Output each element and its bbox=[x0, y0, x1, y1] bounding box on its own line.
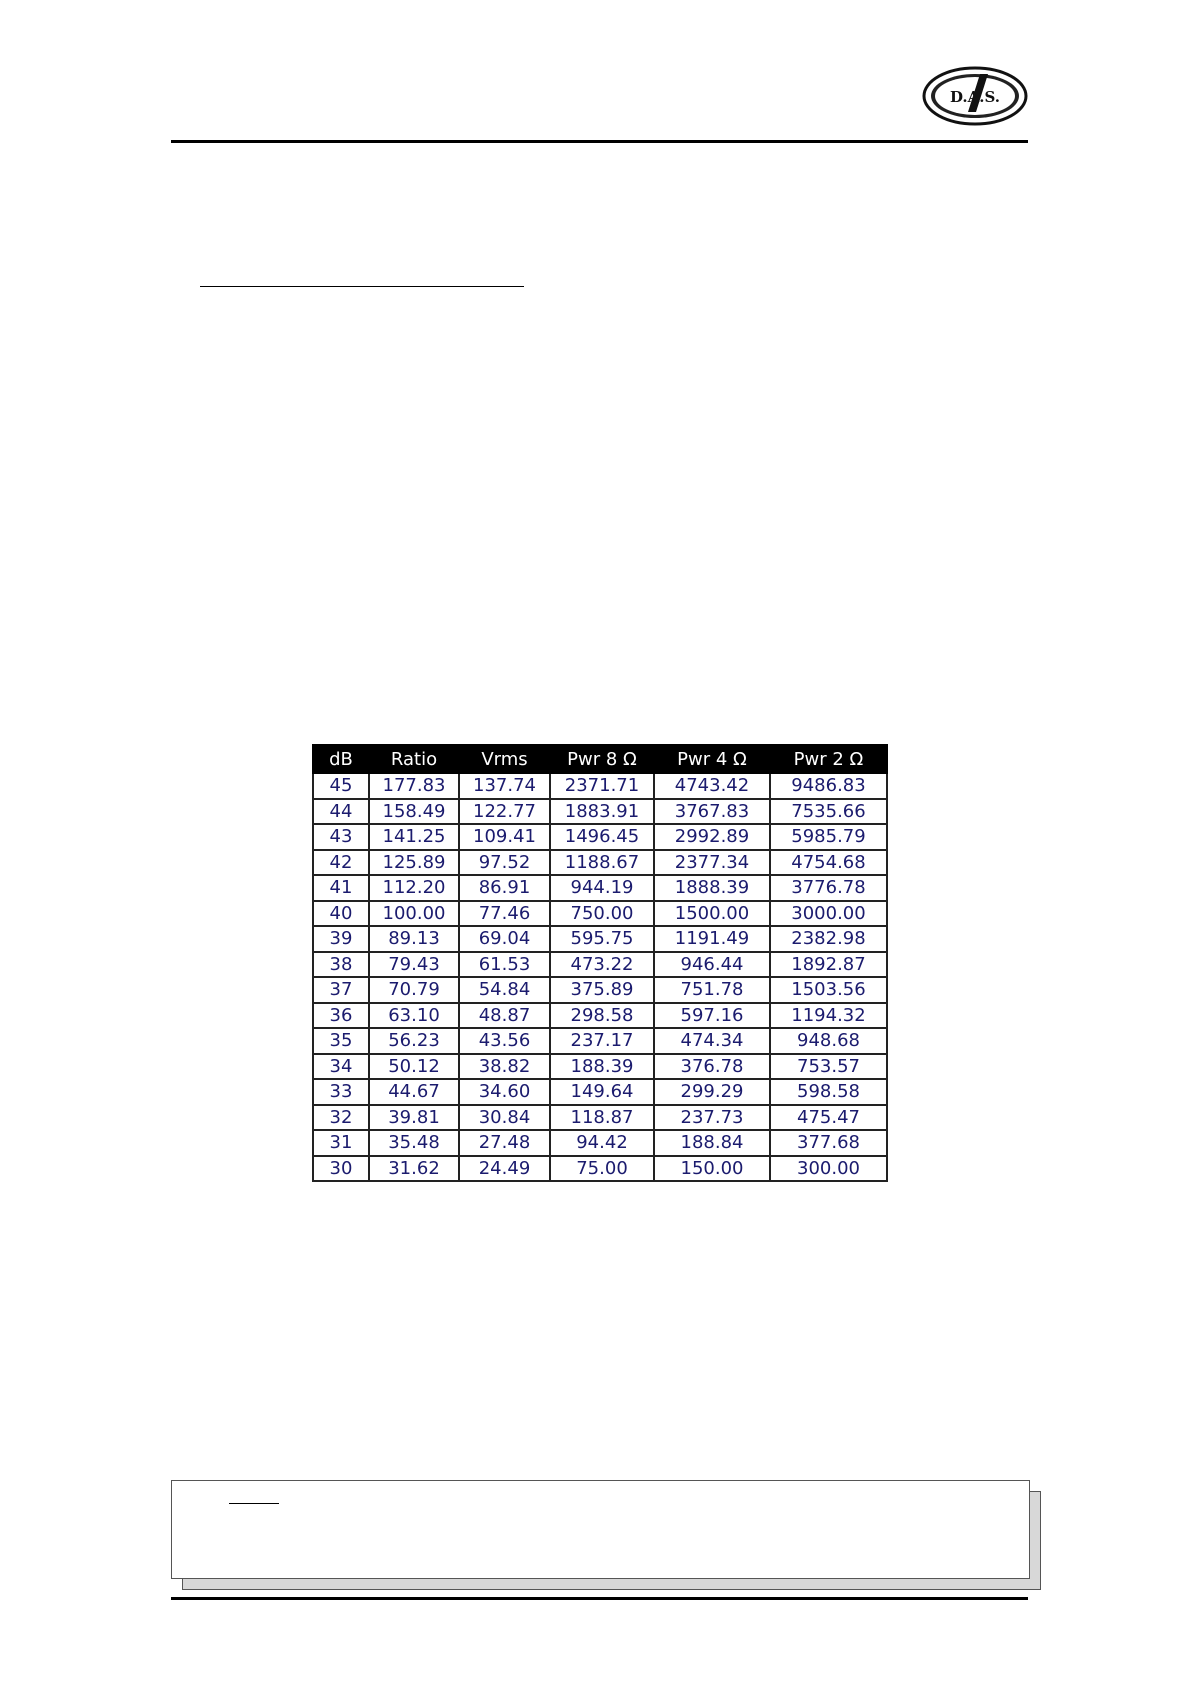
table-row bbox=[313, 901, 887, 927]
cell-vrms: 69.04 bbox=[459, 926, 550, 952]
table-row bbox=[313, 850, 887, 876]
cell-pwr-8: 188.39 bbox=[550, 1054, 654, 1080]
table-row bbox=[313, 952, 887, 978]
cell-vrms: 43.56 bbox=[459, 1028, 550, 1054]
cell-vrms: 24.49 bbox=[459, 1156, 550, 1182]
section-heading-underline bbox=[200, 286, 524, 287]
cell-ratio: 56.23 bbox=[369, 1028, 459, 1054]
column-header-vrms: Vrms bbox=[459, 745, 550, 773]
cell-pwr-2: 753.57 bbox=[770, 1054, 887, 1080]
cell-db: 35 bbox=[313, 1028, 369, 1054]
cell-db: 45 bbox=[313, 773, 369, 799]
cell-ratio: 112.20 bbox=[369, 875, 459, 901]
table-row bbox=[313, 1003, 887, 1029]
cell-ratio: 125.89 bbox=[369, 850, 459, 876]
cell-pwr-8: 237.17 bbox=[550, 1028, 654, 1054]
column-header-db: dB bbox=[313, 745, 369, 773]
header-rule bbox=[171, 140, 1028, 143]
cell-vrms: 61.53 bbox=[459, 952, 550, 978]
cell-pwr-4: 474.34 bbox=[654, 1028, 770, 1054]
cell-pwr-8: 149.64 bbox=[550, 1079, 654, 1105]
cell-pwr-8: 94.42 bbox=[550, 1130, 654, 1156]
cell-pwr-4: 2377.34 bbox=[654, 850, 770, 876]
cell-pwr-4: 751.78 bbox=[654, 977, 770, 1003]
table-row bbox=[313, 1028, 887, 1054]
cell-pwr-4: 4743.42 bbox=[654, 773, 770, 799]
das-logo bbox=[922, 66, 1028, 126]
cell-db: 30 bbox=[313, 1156, 369, 1182]
cell-pwr-8: 595.75 bbox=[550, 926, 654, 952]
cell-ratio: 35.48 bbox=[369, 1130, 459, 1156]
note-label-underline bbox=[229, 1503, 279, 1504]
cell-pwr-4: 1888.39 bbox=[654, 875, 770, 901]
cell-vrms: 48.87 bbox=[459, 1003, 550, 1029]
cell-pwr-4: 188.84 bbox=[654, 1130, 770, 1156]
cell-ratio: 79.43 bbox=[369, 952, 459, 978]
cell-db: 44 bbox=[313, 799, 369, 825]
cell-vrms: 34.60 bbox=[459, 1079, 550, 1105]
footer-rule bbox=[171, 1597, 1028, 1600]
table-header-row bbox=[313, 745, 887, 773]
cell-ratio: 63.10 bbox=[369, 1003, 459, 1029]
cell-db: 33 bbox=[313, 1079, 369, 1105]
cell-db: 34 bbox=[313, 1054, 369, 1080]
table-row bbox=[313, 824, 887, 850]
cell-pwr-2: 300.00 bbox=[770, 1156, 887, 1182]
cell-vrms: 137.74 bbox=[459, 773, 550, 799]
cell-pwr-2: 598.58 bbox=[770, 1079, 887, 1105]
cell-db: 43 bbox=[313, 824, 369, 850]
cell-pwr-8: 2371.71 bbox=[550, 773, 654, 799]
cell-vrms: 38.82 bbox=[459, 1054, 550, 1080]
cell-vrms: 27.48 bbox=[459, 1130, 550, 1156]
cell-pwr-2: 948.68 bbox=[770, 1028, 887, 1054]
cell-vrms: 109.41 bbox=[459, 824, 550, 850]
column-header-pwr-4-ohm: Pwr 4 Ω bbox=[654, 745, 770, 773]
cell-pwr-2: 9486.83 bbox=[770, 773, 887, 799]
cell-pwr-4: 299.29 bbox=[654, 1079, 770, 1105]
cell-pwr-8: 750.00 bbox=[550, 901, 654, 927]
cell-ratio: 89.13 bbox=[369, 926, 459, 952]
cell-pwr-2: 5985.79 bbox=[770, 824, 887, 850]
column-header-ratio: Ratio bbox=[369, 745, 459, 773]
cell-pwr-2: 2382.98 bbox=[770, 926, 887, 952]
cell-pwr-4: 376.78 bbox=[654, 1054, 770, 1080]
cell-pwr-2: 3776.78 bbox=[770, 875, 887, 901]
cell-vrms: 54.84 bbox=[459, 977, 550, 1003]
cell-pwr-2: 1194.32 bbox=[770, 1003, 887, 1029]
cell-pwr-4: 1500.00 bbox=[654, 901, 770, 927]
cell-vrms: 77.46 bbox=[459, 901, 550, 927]
cell-pwr-2: 1892.87 bbox=[770, 952, 887, 978]
cell-pwr-2: 475.47 bbox=[770, 1105, 887, 1131]
cell-ratio: 39.81 bbox=[369, 1105, 459, 1131]
cell-db: 37 bbox=[313, 977, 369, 1003]
cell-vrms: 97.52 bbox=[459, 850, 550, 876]
cell-ratio: 70.79 bbox=[369, 977, 459, 1003]
cell-pwr-4: 597.16 bbox=[654, 1003, 770, 1029]
das-logo-icon bbox=[922, 66, 1028, 126]
cell-ratio: 177.83 bbox=[369, 773, 459, 799]
logo-text: D.A.S. bbox=[949, 88, 1001, 106]
table-row bbox=[313, 875, 887, 901]
cell-pwr-8: 375.89 bbox=[550, 977, 654, 1003]
cell-db: 38 bbox=[313, 952, 369, 978]
table-row bbox=[313, 1105, 887, 1131]
column-header-pwr-8-ohm: Pwr 8 Ω bbox=[550, 745, 654, 773]
cell-pwr-8: 298.58 bbox=[550, 1003, 654, 1029]
cell-pwr-4: 2992.89 bbox=[654, 824, 770, 850]
db-power-table bbox=[312, 744, 888, 1182]
table-row bbox=[313, 1130, 887, 1156]
cell-pwr-2: 4754.68 bbox=[770, 850, 887, 876]
table-row bbox=[313, 773, 887, 799]
cell-ratio: 50.12 bbox=[369, 1054, 459, 1080]
cell-pwr-2: 3000.00 bbox=[770, 901, 887, 927]
cell-pwr-8: 944.19 bbox=[550, 875, 654, 901]
cell-pwr-4: 237.73 bbox=[654, 1105, 770, 1131]
column-header-pwr-2-ohm: Pwr 2 Ω bbox=[770, 745, 887, 773]
cell-pwr-8: 118.87 bbox=[550, 1105, 654, 1131]
cell-ratio: 44.67 bbox=[369, 1079, 459, 1105]
cell-vrms: 86.91 bbox=[459, 875, 550, 901]
table-row bbox=[313, 799, 887, 825]
cell-pwr-8: 473.22 bbox=[550, 952, 654, 978]
cell-pwr-4: 3767.83 bbox=[654, 799, 770, 825]
cell-pwr-8: 1496.45 bbox=[550, 824, 654, 850]
cell-db: 32 bbox=[313, 1105, 369, 1131]
cell-pwr-4: 946.44 bbox=[654, 952, 770, 978]
table-row bbox=[313, 1054, 887, 1080]
cell-pwr-4: 150.00 bbox=[654, 1156, 770, 1182]
cell-db: 36 bbox=[313, 1003, 369, 1029]
cell-pwr-8: 75.00 bbox=[550, 1156, 654, 1182]
cell-vrms: 30.84 bbox=[459, 1105, 550, 1131]
cell-ratio: 141.25 bbox=[369, 824, 459, 850]
cell-db: 41 bbox=[313, 875, 369, 901]
cell-ratio: 31.62 bbox=[369, 1156, 459, 1182]
cell-db: 39 bbox=[313, 926, 369, 952]
cell-pwr-2: 377.68 bbox=[770, 1130, 887, 1156]
table-row bbox=[313, 926, 887, 952]
cell-pwr-2: 7535.66 bbox=[770, 799, 887, 825]
cell-pwr-2: 1503.56 bbox=[770, 977, 887, 1003]
table-row bbox=[313, 1156, 887, 1182]
cell-vrms: 122.77 bbox=[459, 799, 550, 825]
cell-db: 31 bbox=[313, 1130, 369, 1156]
cell-pwr-8: 1188.67 bbox=[550, 850, 654, 876]
cell-ratio: 100.00 bbox=[369, 901, 459, 927]
cell-ratio: 158.49 bbox=[369, 799, 459, 825]
cell-db: 40 bbox=[313, 901, 369, 927]
note-box bbox=[171, 1480, 1030, 1579]
table-row bbox=[313, 977, 887, 1003]
cell-pwr-8: 1883.91 bbox=[550, 799, 654, 825]
cell-db: 42 bbox=[313, 850, 369, 876]
table-row bbox=[313, 1079, 887, 1105]
cell-pwr-4: 1191.49 bbox=[654, 926, 770, 952]
